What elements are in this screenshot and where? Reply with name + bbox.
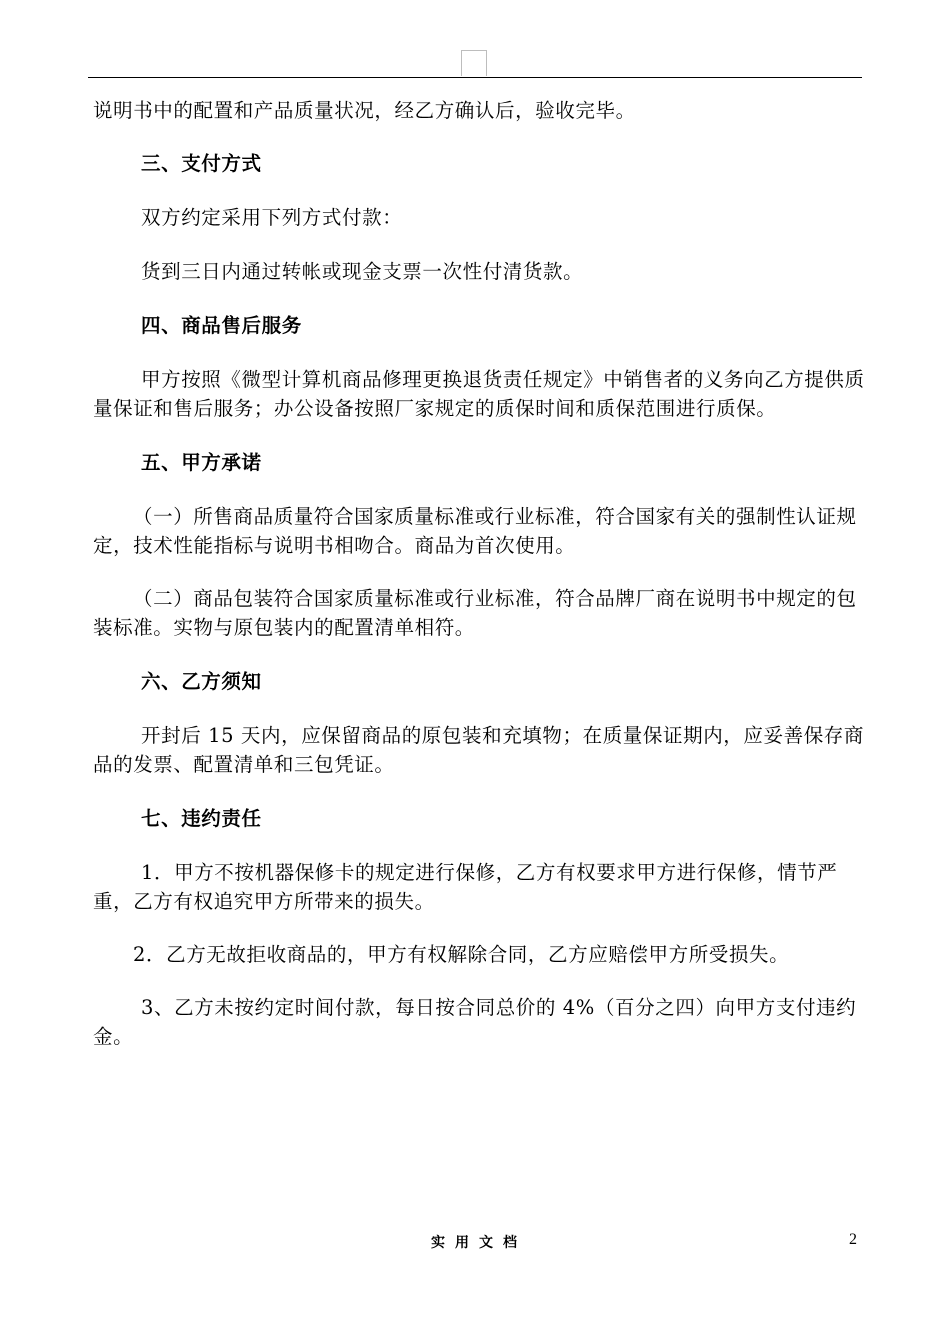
header-marker-box — [461, 50, 487, 76]
section-5-paragraph-1: （一）所售商品质量符合国家质量标准或行业标准，符合国家有关的强制性认证规定，技术性能指标与说明书相吻合。商品为首次使用。 — [93, 505, 857, 557]
section-3-heading: 三、支付方式 — [141, 152, 262, 175]
page-number: 2 — [849, 1231, 857, 1248]
document-body — [93, 96, 871, 1051]
section-3-paragraph-1: 双方约定采用下列方式付款： — [141, 206, 403, 229]
section-6-heading: 六、乙方须知 — [141, 670, 262, 693]
section-7-paragraph-1: 1．甲方不按机器保修卡的规定进行保修，乙方有权要求甲方进行保修，情节严重，乙方有权追究甲方所带来的损失。 — [93, 861, 838, 913]
section-5-heading: 五、甲方承诺 — [141, 451, 262, 474]
section-6-paragraph-1: 开封后 15 天内，应保留商品的原包装和充填物；在质量保证期内，应妥善保存商品的发票、配置清单和三包凭证。 — [93, 724, 865, 776]
section-7-heading: 七、违约责任 — [141, 807, 262, 830]
section-5-paragraph-2: （二）商品包装符合国家质量标准或行业标准，符合品牌厂商在说明书中规定的包装标准。实物与原包装内的配置清单相符。 — [93, 587, 857, 639]
section-7-paragraph-3: 3、乙方未按约定时间付款，每日按合同总价的 4%（百分之四）向甲方支付违约金。 — [93, 996, 857, 1048]
intro-line: 说明书中的配置和产品质量状况，经乙方确认后，验收完毕。 — [93, 99, 636, 122]
section-4-heading: 四、商品售后服务 — [141, 314, 302, 337]
section-3-paragraph-2: 货到三日内通过转帐或现金支票一次性付清货款。 — [141, 260, 584, 283]
footer-title: 实用文档 — [431, 1235, 527, 1251]
section-7-paragraph-2: 2．乙方无故拒收商品的，甲方有权解除合同，乙方应赔偿甲方所受损失。 — [133, 943, 790, 966]
section-4-paragraph-1: 甲方按照《微型计算机商品修理更换退货责任规定》中销售者的义务向乙方提供质量保证和售后服务；办公设备按照厂家规定的质保时间和质保范围进行质保。 — [93, 368, 865, 420]
header-rule — [88, 77, 862, 78]
